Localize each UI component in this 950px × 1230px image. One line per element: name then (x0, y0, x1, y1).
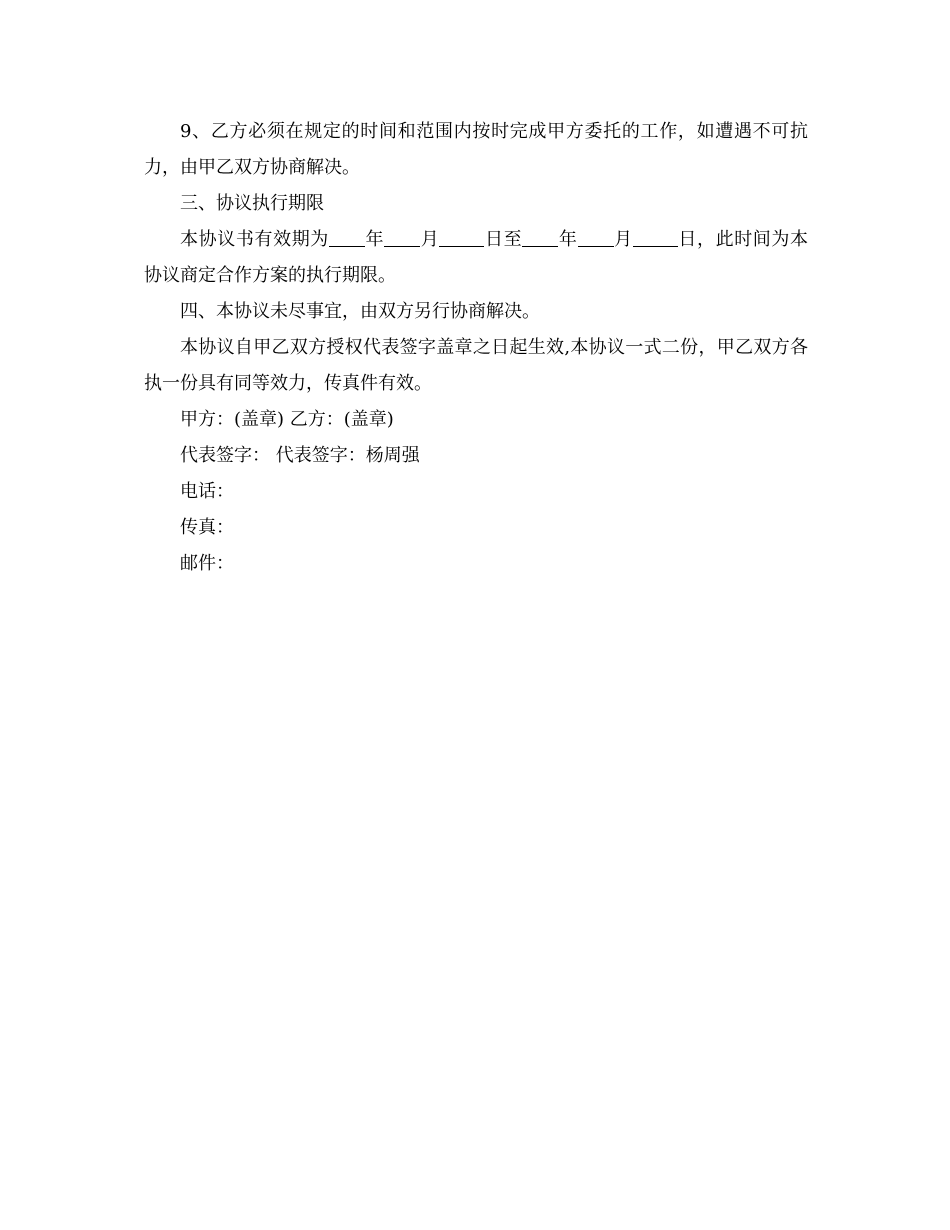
effectiveness-clause: 本协议自甲乙双方授权代表签字盖章之日起生效,本协议一式二份，甲乙双方各执一份具有同等效力，传真件有效。 (144, 337, 808, 394)
year-label-2: 年 (558, 229, 578, 250)
term-suffix: 日，此时间为本协议商定合作方案的执行期限。 (144, 229, 809, 286)
signature-line: 代表签字： 代表签字：杨周强 (180, 445, 420, 466)
day-blank-1 (439, 228, 484, 247)
year-label-1: 年 (364, 229, 385, 250)
phone-line: 电话： (180, 481, 234, 502)
document-body (144, 114, 808, 582)
year-blank-2 (522, 228, 558, 247)
fax-line: 传真： (180, 517, 234, 538)
month-label-2: 月 (613, 229, 633, 250)
month-label-1: 月 (420, 229, 440, 250)
section-four: 四、本协议未尽事宜，由双方另行协商解决。 (180, 301, 540, 322)
clause-9: 9、乙方必须在规定的时间和范围内按时完成甲方委托的工作，如遭遇不可抗力，由甲乙双方协商解决。 (144, 121, 808, 178)
day-blank-2 (633, 228, 678, 247)
email-line: 邮件： (180, 553, 234, 574)
term-prefix: 本协议书有效期为 (180, 229, 329, 250)
year-blank-1 (329, 228, 365, 247)
seal-line: 甲方：(盖章) 乙方：(盖章) (180, 409, 394, 430)
section-heading-term: 三、协议执行期限 (180, 193, 324, 214)
day-to-label: 日至 (484, 229, 523, 250)
month-blank-1 (384, 228, 420, 247)
month-blank-2 (578, 228, 614, 247)
term-clause (144, 222, 808, 294)
